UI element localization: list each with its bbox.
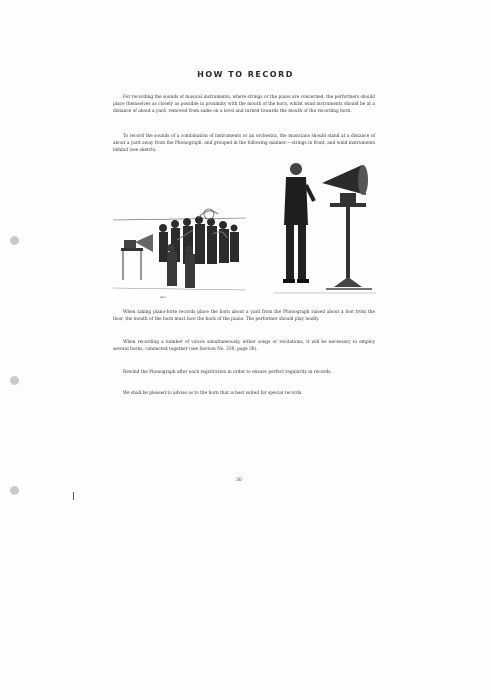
- punch-hole-mark: [10, 376, 19, 385]
- paragraph-pianoforte: When taking piano-forte records place the horn about a yard from the Phonograph raised about a foot from the floor, the mouth of the horn must face the back of the piano. The performer should play loudly.: [113, 310, 375, 323]
- punch-hole-mark: [10, 486, 19, 495]
- paragraph-rewind: Rewind the Phonograph after each registration in order to ensure perfect regularity in records.: [123, 370, 332, 375]
- paragraph-instruments: For recording the sounds of musical instruments, where strings or the piano are concerned, the performers should place themselves as closely as possible in proximity with the mouth of the horn, whilst wind instruments should be at a distance of about a yard, removed from same on a level and turned towards the mouth of the recording horn.: [113, 95, 375, 115]
- orchestra-illustration: [113, 200, 246, 300]
- singer-illustration: [274, 155, 376, 300]
- paragraph-advice: We shall be pleased to advise as to the horn that is best suited for special records.: [123, 391, 303, 396]
- paragraph-voices: When recording a number of voices simultaneously, either songs or recitations, it will be necessary to employ several horns, connected together (see Section No. 330, page 30).: [113, 340, 375, 353]
- paragraph-orchestra: To record the sounds of a combination of instruments or an orchestra, the musicians should stand at a distance of about a yard away from the Phonograph, and grouped in the following manner:—strings in front, and wind instruments behind (see sketch).: [113, 134, 375, 154]
- punch-hole-mark: [10, 236, 19, 245]
- figure-caption: after: [160, 296, 167, 299]
- scan-mark: [73, 492, 74, 500]
- page-number: 30: [236, 478, 242, 483]
- page-title: HOW TO RECORD: [197, 70, 294, 79]
